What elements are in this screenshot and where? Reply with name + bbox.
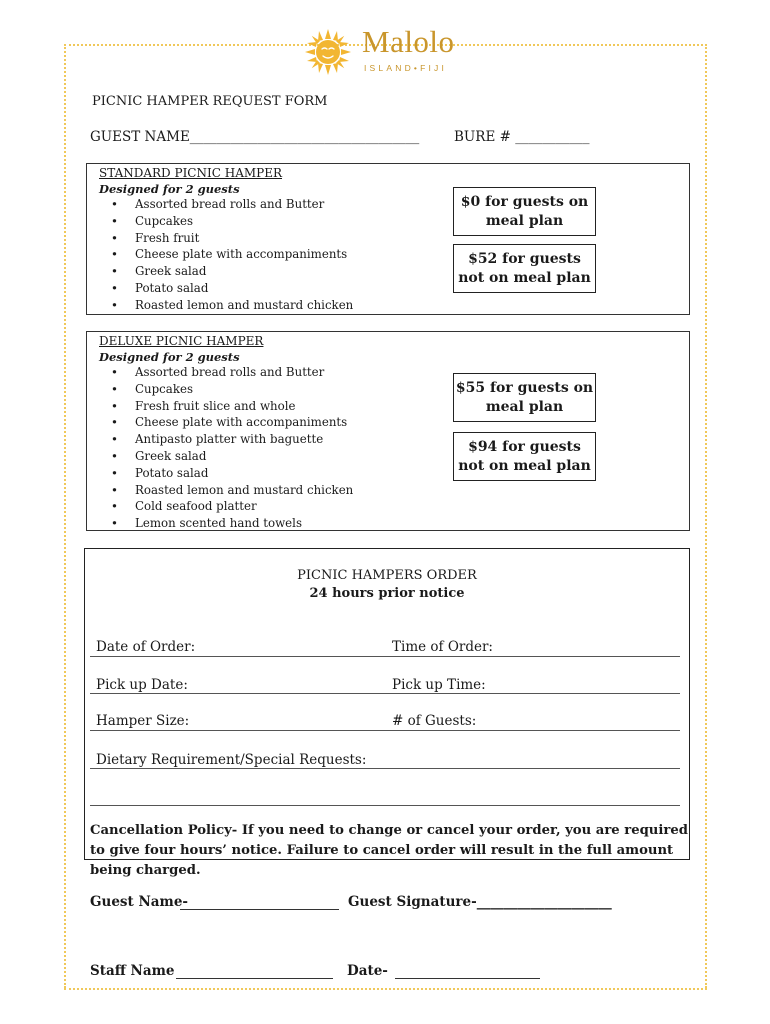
list-item: • Fresh fruit slice and whole bbox=[99, 398, 353, 415]
list-item: • Cupcakes bbox=[99, 213, 353, 230]
form-title: PICNIC HAMPER REQUEST FORM bbox=[92, 94, 328, 109]
deluxe-hamper-title: DELUXE PICNIC HAMPER bbox=[99, 334, 264, 348]
order-title: PICNIC HAMPERS ORDER bbox=[297, 568, 477, 583]
date-label: Date- bbox=[347, 963, 388, 979]
deluxe-items-list bbox=[99, 364, 353, 532]
staff-name-input[interactable] bbox=[176, 978, 333, 979]
date-of-order-label: Date of Order: bbox=[96, 639, 196, 655]
list-item: • Assorted bread rolls and Butter bbox=[99, 364, 353, 381]
list-item: • Assorted bread rolls and Butter bbox=[99, 196, 353, 213]
list-item: • Lemon scented hand towels bbox=[99, 515, 353, 532]
standard-price-meal-plan: $0 for guests on meal plan bbox=[453, 187, 596, 236]
logo-name: Malolo bbox=[362, 24, 455, 59]
list-item: • Fresh fruit bbox=[99, 230, 353, 247]
date-input[interactable] bbox=[395, 978, 540, 979]
guest-name-field[interactable]: GUEST NAME__________________________________ bbox=[90, 129, 420, 145]
bure-number-field[interactable]: BURE # ___________ bbox=[454, 129, 590, 145]
standard-hamper-subtitle: Designed for 2 guests bbox=[99, 182, 240, 196]
order-notice: 24 hours prior notice bbox=[309, 586, 465, 601]
list-item: • Roasted lemon and mustard chicken bbox=[99, 297, 353, 314]
deluxe-price-meal-plan: $55 for guests on meal plan bbox=[453, 373, 596, 422]
pickup-time-label: Pick up Time: bbox=[392, 677, 486, 693]
list-item: • Cupcakes bbox=[99, 381, 353, 398]
deluxe-hamper-subtitle: Designed for 2 guests bbox=[99, 350, 240, 364]
time-of-order-label: Time of Order: bbox=[392, 639, 493, 655]
guest-name-signature-label: Guest Name- bbox=[90, 894, 189, 910]
cancellation-policy: Cancellation Policy- If you need to change or cancel your order, you are required to give four hours’ notice. Failure to cancel order will result in the full amount being charged. bbox=[90, 823, 688, 878]
list-item: • Potato salad bbox=[99, 465, 353, 482]
dietary-input-line-1[interactable] bbox=[90, 768, 680, 769]
staff-name-label: Staff Name bbox=[90, 963, 175, 979]
dietary-input-line-2[interactable] bbox=[90, 805, 680, 806]
page-border-right bbox=[705, 44, 707, 988]
list-item: • Greek salad bbox=[99, 263, 353, 280]
guest-signature-field[interactable]: Guest Signature-____________________ bbox=[348, 894, 612, 910]
list-item: • Potato salad bbox=[99, 280, 353, 297]
page-border-left bbox=[64, 44, 66, 988]
standard-items-list bbox=[99, 196, 353, 314]
list-item: • Greek salad bbox=[99, 448, 353, 465]
list-item: • Cheese plate with accompaniments bbox=[99, 414, 353, 431]
list-item: • Cheese plate with accompaniments bbox=[99, 246, 353, 263]
pickup-date-label: Pick up Date: bbox=[96, 677, 188, 693]
list-item: • Antipasto platter with baguette bbox=[99, 431, 353, 448]
list-item: • Cold seafood platter bbox=[99, 498, 353, 515]
standard-price-no-meal-plan: $52 for guests not on meal plan bbox=[453, 244, 596, 293]
logo-subtitle: ISLAND•FIJI bbox=[364, 63, 448, 73]
guest-name-signature-input[interactable] bbox=[180, 909, 339, 910]
list-item: • Roasted lemon and mustard chicken bbox=[99, 482, 353, 499]
pickup-date-time-input[interactable] bbox=[90, 693, 680, 694]
deluxe-hamper-section bbox=[86, 331, 690, 531]
standard-hamper-title: STANDARD PICNIC HAMPER bbox=[99, 166, 283, 180]
page-border-bottom bbox=[64, 988, 707, 990]
num-guests-label: # of Guests: bbox=[392, 713, 477, 729]
standard-hamper-section bbox=[86, 163, 690, 315]
date-time-order-input[interactable] bbox=[90, 656, 680, 657]
dietary-label: Dietary Requirement/Special Requests: bbox=[96, 752, 367, 768]
hamper-size-label: Hamper Size: bbox=[96, 713, 190, 729]
hamper-size-guests-input[interactable] bbox=[90, 730, 680, 731]
deluxe-price-no-meal-plan: $94 for guests not on meal plan bbox=[453, 432, 596, 481]
sun-logo-icon bbox=[303, 27, 353, 77]
